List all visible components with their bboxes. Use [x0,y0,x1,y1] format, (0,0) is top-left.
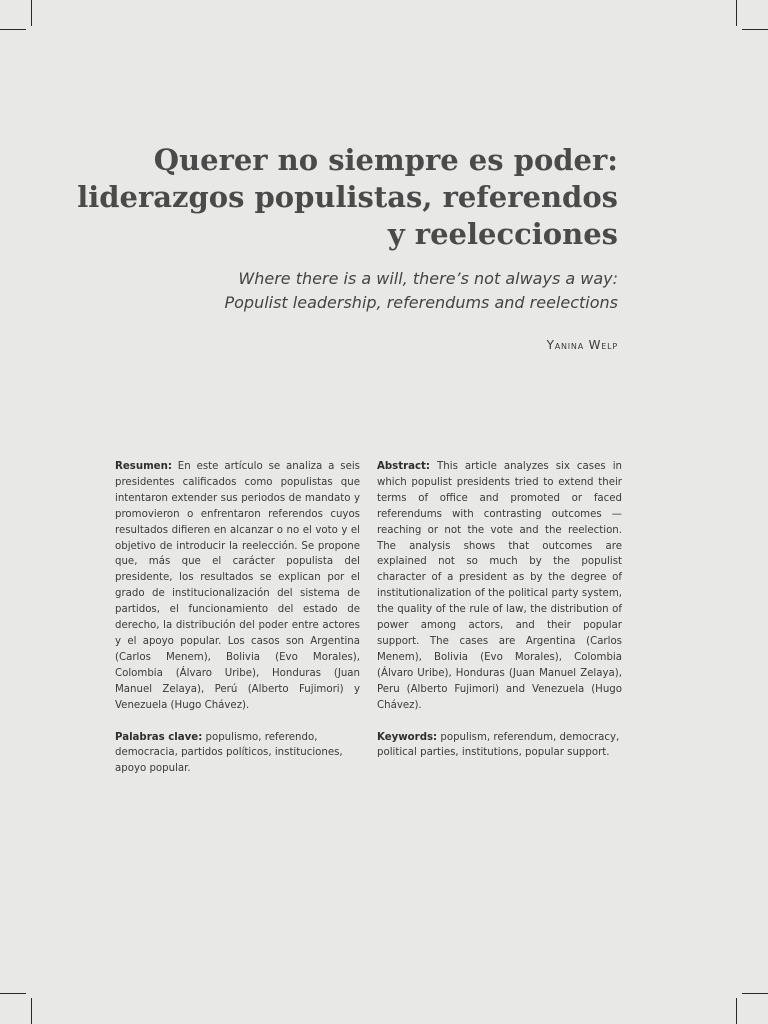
abstract-text: This article analyzes six cases in which populist presidents tried to extend their terms of office and promoted or faced referendums with contrasting outcomes —reaching or not the vote and the reelection. The analysis shows that outcomes are explained not so much by the populist character of a president as by the degree of institutionalization of the political party system, the quality of the rule of law, the distribution of power among actors, and their popular support. The cases are Argentina (Carlos Menem), Bolivia (Evo Morales), Colombia (Álvaro Uribe), Honduras (Juan Manuel Zelaya), Peru (Alberto Fujimori) and Venezuela (Hugo Chávez). [377,461,622,711]
resumen-paragraph [115,459,360,714]
palabras-clave-label: Palabras clave: [115,731,203,743]
crop-mark-bottom-right-h [742,993,768,994]
article-subtitle [58,267,618,315]
palabras-clave-text: populismo, referendo, democracia, partidos políticos, instituciones, apoyo popular. [115,731,343,775]
resumen-text: En este artículo se analiza a seis presidentes calificados como populistas que intentaron extender sus periodos de mandato y promovieron o enfrentaron referendos cuyos resultados difieren en alcanzar o no el voto y el objetivo de introducir la reelección. Se propone que, más que el carácter populista del presidente, los resultados se explican por el grado de institucionalización del sistema de partidos, el funcionamiento del estado de derecho, la distribución del poder entre actores y el apoyo popular. Los casos son Argentina (Carlos Menem), Bolivia (Evo Morales), Colombia (Álvaro Uribe), Honduras (Juan Manuel Zelaya), Perú (Alberto Fujimori) y Venezuela (Hugo Chávez). [115,461,360,711]
abstract-label: Abstract: [377,461,430,472]
abstract-paragraph [377,459,622,714]
keywords-label: Keywords: [377,731,438,743]
crop-mark-top-right-v [736,0,737,26]
palabras-clave-paragraph [115,730,360,778]
subtitle-line-2: Populist leadership, referendums and reelections [224,293,618,312]
title-line-1: Querer no siempre es poder: [153,143,618,177]
crop-mark-bottom-left-v [31,998,32,1024]
author-name: Yanina Welp [546,338,618,352]
spanish-column [115,459,360,793]
crop-mark-bottom-left-h [0,993,26,994]
title-line-3: y reelecciones [387,217,618,251]
crop-mark-top-left-h [0,29,26,30]
subtitle-line-1: Where there is a will, there’s not always a way: [238,269,618,288]
article-title [58,142,618,253]
crop-mark-top-left-v [31,0,32,26]
resumen-label: Resumen: [115,461,172,472]
title-line-2: liderazgos populistas, referendos [77,180,618,214]
keywords-paragraph [377,730,622,762]
keywords-text: populism, referendum, democracy, political parties, institutions, popular support. [377,731,620,759]
english-column [377,459,622,777]
crop-mark-bottom-right-v [736,998,737,1024]
crop-mark-top-right-h [742,29,768,30]
